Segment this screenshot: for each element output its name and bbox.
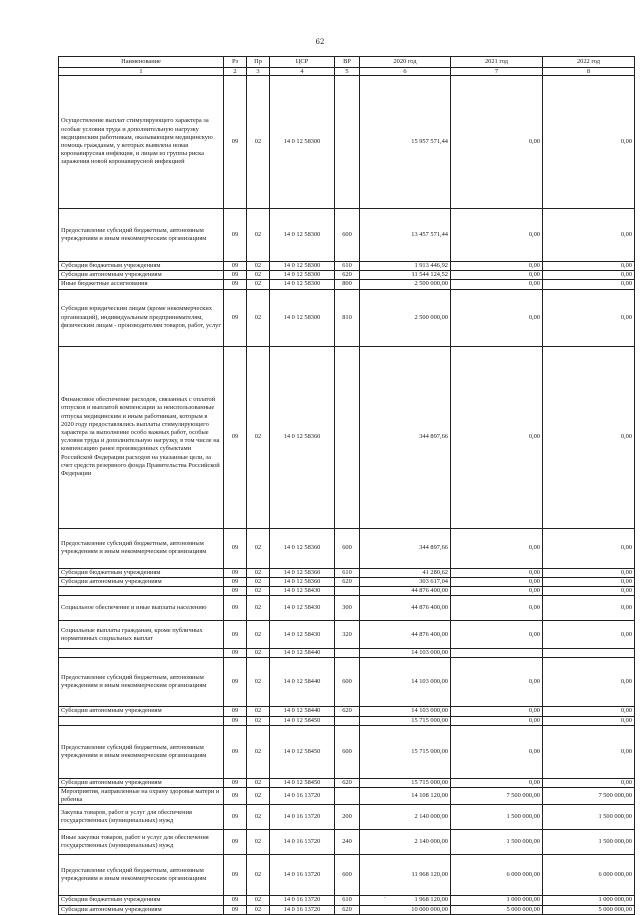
cell-y2021: 1 000 000,00 bbox=[451, 896, 543, 905]
table-row bbox=[59, 896, 635, 905]
table-row bbox=[59, 788, 635, 805]
cell-y2021: 7 500 000,00 bbox=[451, 788, 543, 805]
table-row bbox=[59, 346, 635, 528]
cell-y2021: 1 500 000,00 bbox=[451, 830, 543, 855]
cell-y2022: 0,00 bbox=[543, 528, 635, 568]
cell-rz: 09 bbox=[224, 621, 247, 649]
cell-csr: 14 0 12 58300 bbox=[270, 271, 335, 280]
cell-name: Предоставление субсидий бюджетным, автономным учреждениям и иным некоммерческим организациям bbox=[59, 855, 224, 896]
cell-y2020: 15 715 000,00 bbox=[360, 725, 451, 778]
cell-csr: 14 0 12 58440 bbox=[270, 649, 335, 658]
cell-y2021: 0,00 bbox=[451, 587, 543, 596]
cell-csr: 14 0 16 13720 bbox=[270, 896, 335, 905]
cell-pr: 02 bbox=[247, 209, 270, 262]
cell-y2021 bbox=[451, 649, 543, 658]
cell-csr: 14 0 12 58300 bbox=[270, 209, 335, 262]
cell-y2020: 15 715 000,00 bbox=[360, 716, 451, 725]
cell-vr: 600 bbox=[335, 725, 360, 778]
cell-y2020: 344 897,66 bbox=[360, 346, 451, 528]
cell-y2020: 14 103 000,00 bbox=[360, 649, 451, 658]
cell-pr: 02 bbox=[247, 778, 270, 787]
cell-y2020: 41 280,62 bbox=[360, 568, 451, 577]
cell-pr: 02 bbox=[247, 568, 270, 577]
cell-name: Предоставление субсидий бюджетным, автономным учреждениям и иным некоммерческим организациям bbox=[59, 658, 224, 707]
cell-y2021: 0,00 bbox=[451, 716, 543, 725]
cell-name bbox=[59, 587, 224, 596]
cell-y2021: 5 000 000,00 bbox=[451, 905, 543, 914]
cell-vr bbox=[335, 649, 360, 658]
cell-vr: 300 bbox=[335, 596, 360, 621]
cell-y2022: 0,00 bbox=[543, 289, 635, 346]
cell-y2020: 303 617,04 bbox=[360, 577, 451, 586]
cell-name: Субсидии автономным учреждениям bbox=[59, 577, 224, 586]
cell-vr: 620 bbox=[335, 271, 360, 280]
cell-vr: 600 bbox=[335, 528, 360, 568]
table-row bbox=[59, 725, 635, 778]
cell-name: Предоставление субсидий бюджетным, автономным учреждениям и иным некоммерческим организациям bbox=[59, 528, 224, 568]
table-row bbox=[59, 855, 635, 896]
cell-pr: 02 bbox=[247, 725, 270, 778]
col-index: 3 bbox=[247, 68, 270, 76]
cell-name: Субсидии автономным учреждениям bbox=[59, 707, 224, 716]
cell-y2022: 1 000 000,00 bbox=[543, 896, 635, 905]
cell-csr: 14 0 12 58360 bbox=[270, 528, 335, 568]
cell-csr: 14 0 12 58360 bbox=[270, 346, 335, 528]
table-row bbox=[59, 830, 635, 855]
cell-rz: 09 bbox=[224, 830, 247, 855]
col-header-pr: Пр bbox=[247, 57, 270, 68]
table-row bbox=[59, 568, 635, 577]
cell-y2022: 0,00 bbox=[543, 76, 635, 209]
cell-name: Субсидии бюджетным учреждениям bbox=[59, 896, 224, 905]
col-header-2021: 2021 год bbox=[451, 57, 543, 68]
cell-vr bbox=[335, 788, 360, 805]
budget-table bbox=[58, 56, 635, 915]
table-row bbox=[59, 649, 635, 658]
cell-pr: 02 bbox=[247, 649, 270, 658]
cell-y2022: 0,00 bbox=[543, 621, 635, 649]
cell-y2022: 1 500 000,00 bbox=[543, 805, 635, 830]
cell-y2021: 0,00 bbox=[451, 262, 543, 271]
cell-pr: 02 bbox=[247, 905, 270, 914]
cell-y2022: 0,00 bbox=[543, 725, 635, 778]
cell-y2022: 7 500 000,00 bbox=[543, 788, 635, 805]
budget-table-body bbox=[59, 76, 635, 915]
cell-y2022: 1 500 000,00 bbox=[543, 830, 635, 855]
col-index: 5 bbox=[335, 68, 360, 76]
cell-name: Субсидии бюджетным учреждениям bbox=[59, 262, 224, 271]
cell-vr: 610 bbox=[335, 896, 360, 905]
cell-y2020: 10 000 000,00 bbox=[360, 905, 451, 914]
cell-rz: 09 bbox=[224, 596, 247, 621]
cell-pr: 02 bbox=[247, 76, 270, 209]
cell-y2021: 0,00 bbox=[451, 778, 543, 787]
table-row bbox=[59, 587, 635, 596]
cell-rz: 09 bbox=[224, 778, 247, 787]
cell-csr: 14 0 12 58300 bbox=[270, 262, 335, 271]
cell-rz: 09 bbox=[224, 209, 247, 262]
cell-rz: 09 bbox=[224, 271, 247, 280]
cell-rz: 09 bbox=[224, 855, 247, 896]
cell-y2020: 14 103 000,00 bbox=[360, 707, 451, 716]
col-index: 8 bbox=[543, 68, 635, 76]
cell-csr: 14 0 12 58300 bbox=[270, 289, 335, 346]
cell-csr: 14 0 12 58440 bbox=[270, 658, 335, 707]
cell-y2022: 5 000 000,00 bbox=[543, 905, 635, 914]
cell-pr: 02 bbox=[247, 346, 270, 528]
cell-pr: 02 bbox=[247, 805, 270, 830]
table-row bbox=[59, 289, 635, 346]
cell-y2022: 6 000 000,00 bbox=[543, 855, 635, 896]
cell-rz: 09 bbox=[224, 707, 247, 716]
table-row bbox=[59, 778, 635, 787]
cell-y2021: 1 500 000,00 bbox=[451, 805, 543, 830]
cell-y2021: 0,00 bbox=[451, 280, 543, 289]
cell-rz: 09 bbox=[224, 896, 247, 905]
cell-vr: 810 bbox=[335, 289, 360, 346]
page-number: 62 bbox=[315, 38, 325, 46]
cell-rz: 09 bbox=[224, 262, 247, 271]
cell-y2022: 0,00 bbox=[543, 707, 635, 716]
cell-y2021: 0,00 bbox=[451, 568, 543, 577]
col-header-rz: Рз bbox=[224, 57, 247, 68]
table-row bbox=[59, 577, 635, 586]
cell-y2022 bbox=[543, 649, 635, 658]
cell-pr: 02 bbox=[247, 788, 270, 805]
column-index-row bbox=[59, 68, 635, 76]
cell-y2022: 0,00 bbox=[543, 577, 635, 586]
table-row bbox=[59, 905, 635, 914]
cell-y2022: 0,00 bbox=[543, 280, 635, 289]
cell-csr: 14 0 16 13720 bbox=[270, 905, 335, 914]
cell-y2022: 0,00 bbox=[543, 346, 635, 528]
col-header-vr: ВР bbox=[335, 57, 360, 68]
cell-csr: 14 0 16 13720 bbox=[270, 830, 335, 855]
cell-pr: 02 bbox=[247, 528, 270, 568]
table-row bbox=[59, 262, 635, 271]
cell-name: Субсидии автономным учреждениям bbox=[59, 905, 224, 914]
cell-rz: 09 bbox=[224, 568, 247, 577]
cell-csr: 14 0 12 58450 bbox=[270, 778, 335, 787]
cell-rz: 09 bbox=[224, 788, 247, 805]
cell-y2021: 0,00 bbox=[451, 528, 543, 568]
cell-y2022: 0,00 bbox=[543, 716, 635, 725]
cell-csr: 14 0 12 58430 bbox=[270, 596, 335, 621]
cell-pr: 02 bbox=[247, 289, 270, 346]
cell-y2021: 0,00 bbox=[451, 621, 543, 649]
cell-vr: 620 bbox=[335, 707, 360, 716]
cell-vr: 600 bbox=[335, 209, 360, 262]
table-row bbox=[59, 707, 635, 716]
cell-name: Мероприятия, направленные на охрану здоровья матери и ребенка bbox=[59, 788, 224, 805]
cell-name: Предоставление субсидий бюджетным, автономным учреждениям и иным некоммерческим организациям bbox=[59, 209, 224, 262]
cell-pr: 02 bbox=[247, 658, 270, 707]
cell-y2020: 1 968 120,00 bbox=[360, 896, 451, 905]
cell-name: Осуществление выплат стимулирующего характера за особые условия труда и дополнительную нагрузку медицинским работникам, оказывающим медицинскую помощь гражданам, у которых выявлена новая коронавирусная инфекция, и лицам из группы риска заражения новой коронавирусной инфекцией bbox=[59, 76, 224, 209]
cell-rz: 09 bbox=[224, 528, 247, 568]
table-row bbox=[59, 280, 635, 289]
cell-csr: 14 0 12 58450 bbox=[270, 725, 335, 778]
scan-mark: · bbox=[384, 895, 386, 902]
cell-vr: 620 bbox=[335, 905, 360, 914]
cell-y2020: 15 957 571,44 bbox=[360, 76, 451, 209]
cell-name: Социальное обеспечение и иные выплаты населению bbox=[59, 596, 224, 621]
cell-y2020: 14 108 120,00 bbox=[360, 788, 451, 805]
cell-pr: 02 bbox=[247, 280, 270, 289]
cell-pr: 02 bbox=[247, 707, 270, 716]
table-row bbox=[59, 596, 635, 621]
cell-vr: 620 bbox=[335, 577, 360, 586]
cell-csr: 14 0 12 58360 bbox=[270, 577, 335, 586]
cell-y2020: 2 140 000,00 bbox=[360, 805, 451, 830]
cell-name bbox=[59, 716, 224, 725]
cell-vr bbox=[335, 587, 360, 596]
cell-y2022: 0,00 bbox=[543, 778, 635, 787]
cell-vr bbox=[335, 716, 360, 725]
cell-vr: 800 bbox=[335, 280, 360, 289]
cell-name: Финансовое обеспечение расходов, связанных с оплатой отпусков и выплатой компенсации за неиспользованные отпуска медицинским и иным работникам, которым в 2020 году предоставлялись выплаты стимулирующего характера за выполнение особо важных работ, особые условия труда и дополнительную нагрузку, в том числе на компенсацию ранее произведенных субъектами Российской Федерации расходов на указанные цели, за счет средств резервного фонда Правительства Российской Федерации bbox=[59, 346, 224, 528]
col-index: 7 bbox=[451, 68, 543, 76]
cell-y2020: 2 500 000,00 bbox=[360, 280, 451, 289]
cell-pr: 02 bbox=[247, 855, 270, 896]
cell-name bbox=[59, 649, 224, 658]
cell-vr: 620 bbox=[335, 778, 360, 787]
cell-name: Иные закупки товаров, работ и услуг для обеспечения государственных (муниципальных) нужд bbox=[59, 830, 224, 855]
cell-y2021: 0,00 bbox=[451, 271, 543, 280]
header-row bbox=[59, 57, 635, 68]
cell-y2021: 6 000 000,00 bbox=[451, 855, 543, 896]
cell-rz: 09 bbox=[224, 805, 247, 830]
cell-name: Социальные выплаты гражданам, кроме публичных нормативных социальных выплат bbox=[59, 621, 224, 649]
cell-vr: 200 bbox=[335, 805, 360, 830]
cell-rz: 09 bbox=[224, 658, 247, 707]
cell-pr: 02 bbox=[247, 587, 270, 596]
cell-pr: 02 bbox=[247, 577, 270, 586]
table-row bbox=[59, 716, 635, 725]
cell-csr: 14 0 12 58300 bbox=[270, 280, 335, 289]
cell-name: Закупка товаров, работ и услуг для обеспечения государственных (муниципальных) нужд bbox=[59, 805, 224, 830]
cell-rz: 09 bbox=[224, 649, 247, 658]
cell-csr: 14 0 12 58450 bbox=[270, 716, 335, 725]
cell-vr bbox=[335, 76, 360, 209]
cell-y2021: 0,00 bbox=[451, 346, 543, 528]
cell-csr: 14 0 12 58430 bbox=[270, 587, 335, 596]
col-index: 4 bbox=[270, 68, 335, 76]
col-header-name: Наименование bbox=[59, 57, 224, 68]
cell-csr: 14 0 16 13720 bbox=[270, 788, 335, 805]
cell-pr: 02 bbox=[247, 262, 270, 271]
cell-vr bbox=[335, 346, 360, 528]
table-row bbox=[59, 209, 635, 262]
cell-y2021: 0,00 bbox=[451, 596, 543, 621]
cell-y2020: 44 876 400,00 bbox=[360, 621, 451, 649]
cell-rz: 09 bbox=[224, 346, 247, 528]
cell-rz: 09 bbox=[224, 587, 247, 596]
cell-pr: 02 bbox=[247, 271, 270, 280]
cell-vr: 600 bbox=[335, 855, 360, 896]
cell-y2021: 0,00 bbox=[451, 577, 543, 586]
cell-vr: 610 bbox=[335, 262, 360, 271]
cell-y2022: 0,00 bbox=[543, 596, 635, 621]
cell-pr: 02 bbox=[247, 596, 270, 621]
cell-csr: 14 0 12 58360 bbox=[270, 568, 335, 577]
col-index: 1 bbox=[59, 68, 224, 76]
cell-y2020: 2 500 000,00 bbox=[360, 289, 451, 346]
cell-y2020: 11 544 124,52 bbox=[360, 271, 451, 280]
cell-y2021: 0,00 bbox=[451, 209, 543, 262]
cell-rz: 09 bbox=[224, 725, 247, 778]
cell-y2022: 0,00 bbox=[543, 587, 635, 596]
cell-pr: 02 bbox=[247, 896, 270, 905]
cell-y2020: 1 913 446,92 bbox=[360, 262, 451, 271]
cell-csr: 14 0 16 13720 bbox=[270, 805, 335, 830]
cell-name: Субсидии юридическим лицам (кроме некоммерческих организаций), индивидуальным предпринимателям, физическим лицам - производителям товаров, работ, услуг bbox=[59, 289, 224, 346]
cell-y2022: 0,00 bbox=[543, 568, 635, 577]
cell-rz: 09 bbox=[224, 577, 247, 586]
table-row bbox=[59, 76, 635, 209]
cell-y2020: 2 140 000,00 bbox=[360, 830, 451, 855]
cell-rz: 09 bbox=[224, 76, 247, 209]
cell-y2020: 14 103 000,00 bbox=[360, 658, 451, 707]
cell-name: Субсидии автономным учреждениям bbox=[59, 271, 224, 280]
table-row bbox=[59, 621, 635, 649]
cell-y2020: 13 457 571,44 bbox=[360, 209, 451, 262]
cell-y2021: 0,00 bbox=[451, 289, 543, 346]
cell-csr: 14 0 12 58430 bbox=[270, 621, 335, 649]
cell-y2021: 0,00 bbox=[451, 707, 543, 716]
cell-vr: 600 bbox=[335, 658, 360, 707]
cell-name: Иные бюджетные ассигнования bbox=[59, 280, 224, 289]
cell-rz: 09 bbox=[224, 280, 247, 289]
cell-y2021: 0,00 bbox=[451, 76, 543, 209]
cell-y2020: 15 715 000,00 bbox=[360, 778, 451, 787]
cell-y2022: 0,00 bbox=[543, 658, 635, 707]
cell-y2022: 0,00 bbox=[543, 271, 635, 280]
cell-rz: 09 bbox=[224, 716, 247, 725]
cell-y2020: 44 876 400,00 bbox=[360, 596, 451, 621]
cell-rz: 09 bbox=[224, 905, 247, 914]
cell-pr: 02 bbox=[247, 621, 270, 649]
cell-pr: 02 bbox=[247, 716, 270, 725]
cell-y2020: 11 968 120,00 bbox=[360, 855, 451, 896]
cell-y2022: 0,00 bbox=[543, 262, 635, 271]
cell-name: Субсидии бюджетным учреждениям bbox=[59, 568, 224, 577]
table-row bbox=[59, 528, 635, 568]
col-header-2020: 2020 год bbox=[360, 57, 451, 68]
cell-name: Субсидии автономным учреждениям bbox=[59, 778, 224, 787]
cell-pr: 02 bbox=[247, 830, 270, 855]
table-row bbox=[59, 805, 635, 830]
cell-y2021: 0,00 bbox=[451, 725, 543, 778]
cell-y2021: 0,00 bbox=[451, 658, 543, 707]
cell-name: Предоставление субсидий бюджетным, автономным учреждениям и иным некоммерческим организациям bbox=[59, 725, 224, 778]
col-header-2022: 2022 год bbox=[543, 57, 635, 68]
cell-y2020: 44 876 400,00 bbox=[360, 587, 451, 596]
cell-vr: 610 bbox=[335, 568, 360, 577]
col-index: 2 bbox=[224, 68, 247, 76]
cell-csr: 14 0 12 58300 bbox=[270, 76, 335, 209]
cell-vr: 320 bbox=[335, 621, 360, 649]
cell-y2022: 0,00 bbox=[543, 209, 635, 262]
cell-csr: 14 0 16 13720 bbox=[270, 855, 335, 896]
cell-vr: 240 bbox=[335, 830, 360, 855]
col-index: 6 bbox=[360, 68, 451, 76]
col-header-csr: ЦСР bbox=[270, 57, 335, 68]
table-row bbox=[59, 658, 635, 707]
table-row bbox=[59, 271, 635, 280]
cell-csr: 14 0 12 58440 bbox=[270, 707, 335, 716]
cell-rz: 09 bbox=[224, 289, 247, 346]
cell-y2020: 344 897,66 bbox=[360, 528, 451, 568]
